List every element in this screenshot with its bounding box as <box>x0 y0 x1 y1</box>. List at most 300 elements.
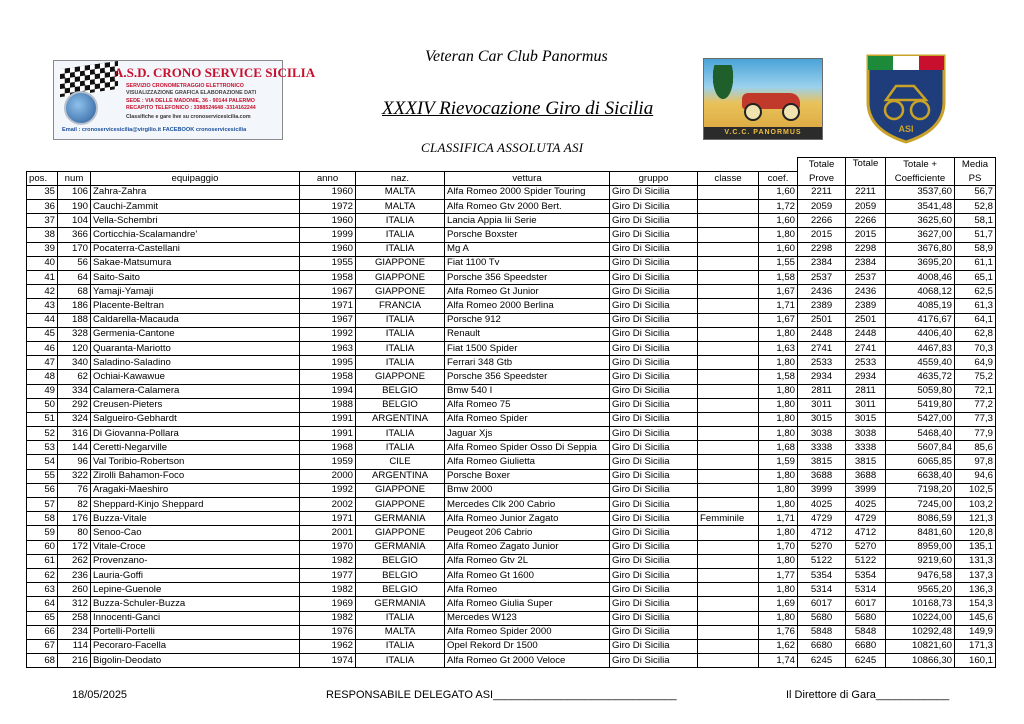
cell-totale: 3338 <box>846 441 886 455</box>
cell-crew: Caldarella-Macauda <box>91 313 300 327</box>
cell-num: 328 <box>58 327 91 341</box>
cell-class <box>698 384 759 398</box>
cell-crew: Cauchi-Zammit <box>91 200 300 214</box>
header-row-top <box>27 158 996 172</box>
cell-tot-coef: 3627,00 <box>886 228 955 242</box>
cell-car: Mg A <box>445 242 610 256</box>
cell-nation: ITALIA <box>356 654 445 668</box>
cell-nation: ITALIA <box>356 214 445 228</box>
cell-tot-prove: 5354 <box>798 568 846 582</box>
cell-year: 1967 <box>300 285 356 299</box>
cell-media: 77,2 <box>955 398 996 412</box>
cell-totale: 3999 <box>846 483 886 497</box>
cell-tot-prove: 2501 <box>798 313 846 327</box>
cell-pos: 37 <box>27 214 58 228</box>
table-row <box>27 313 996 327</box>
cell-class <box>698 441 759 455</box>
cell-tot-coef: 4467,83 <box>886 341 955 355</box>
cell-media: 135,1 <box>955 540 996 554</box>
cell-media: 75,2 <box>955 370 996 384</box>
cell-tot-coef: 5607,84 <box>886 441 955 455</box>
cell-tot-prove: 3011 <box>798 398 846 412</box>
cell-nation: ITALIA <box>356 228 445 242</box>
cell-nation: ITALIA <box>356 611 445 625</box>
cell-coef: 1,58 <box>759 370 798 384</box>
cell-crew: Creusen-Pieters <box>91 398 300 412</box>
cell-num: 106 <box>58 185 91 199</box>
cell-pos: 68 <box>27 654 58 668</box>
logo-title: A.S.D. CRONO SERVICE SICILIA <box>114 65 316 80</box>
cell-year: 1991 <box>300 427 356 441</box>
cell-pos: 55 <box>27 469 58 483</box>
stopwatch-icon <box>64 91 98 125</box>
cell-group: Giro Di Sicilia <box>610 427 698 441</box>
cell-group: Giro Di Sicilia <box>610 526 698 540</box>
cell-tot-coef: 5427,00 <box>886 412 955 426</box>
cell-nation: ITALIA <box>356 341 445 355</box>
cell-num: 236 <box>58 568 91 582</box>
cell-media: 61,1 <box>955 256 996 270</box>
cell-tot-prove: 3999 <box>798 483 846 497</box>
cell-nation: GIAPPONE <box>356 370 445 384</box>
cell-tot-coef: 10821,60 <box>886 639 955 653</box>
cell-class <box>698 568 759 582</box>
table-row <box>27 398 996 412</box>
table-row <box>27 299 996 313</box>
cell-tot-coef: 3625,60 <box>886 214 955 228</box>
cell-coef: 1,67 <box>759 285 798 299</box>
cell-nation: ITALIA <box>356 639 445 653</box>
vcc-logo-text: V.C.C. PANORMUS <box>704 127 822 139</box>
cell-media: 121,3 <box>955 512 996 526</box>
cell-crew: Vella-Schembri <box>91 214 300 228</box>
cell-media: 85,6 <box>955 441 996 455</box>
cell-tot-coef: 4176,67 <box>886 313 955 327</box>
cell-year: 1992 <box>300 483 356 497</box>
cell-pos: 36 <box>27 200 58 214</box>
cell-pos: 39 <box>27 242 58 256</box>
cell-nation: BELGIO <box>356 554 445 568</box>
cell-coef: 1,58 <box>759 271 798 285</box>
cell-coef: 1,59 <box>759 455 798 469</box>
cell-totale: 2389 <box>846 299 886 313</box>
cell-totale: 2384 <box>846 256 886 270</box>
cell-media: 94,6 <box>955 469 996 483</box>
cell-pos: 51 <box>27 412 58 426</box>
cell-media: 51,7 <box>955 228 996 242</box>
cell-media: 62,8 <box>955 327 996 341</box>
cell-totale: 2448 <box>846 327 886 341</box>
cell-tot-prove: 2811 <box>798 384 846 398</box>
cell-crew: Saito-Saito <box>91 271 300 285</box>
cell-media: 70,3 <box>955 341 996 355</box>
cell-tot-coef: 8481,60 <box>886 526 955 540</box>
cell-tot-prove: 3338 <box>798 441 846 455</box>
cell-crew: Di Giovanna-Pollara <box>91 427 300 441</box>
cell-car: Alfa Romeo 75 <box>445 398 610 412</box>
cell-class <box>698 200 759 214</box>
cell-tot-coef: 3695,20 <box>886 256 955 270</box>
cell-group: Giro Di Sicilia <box>610 242 698 256</box>
col-group: gruppo <box>610 171 698 185</box>
col-crew: equipaggio <box>91 171 300 185</box>
cell-car: Alfa Romeo Giulia Super <box>445 597 610 611</box>
cell-crew: Salgueiro-Gebhardt <box>91 412 300 426</box>
cell-media: 64,1 <box>955 313 996 327</box>
cell-year: 1982 <box>300 611 356 625</box>
cell-tot-prove: 2384 <box>798 256 846 270</box>
logo-line: Classifiche e gare live su cronoservicesicilia.com <box>126 114 251 120</box>
cell-crew: Senoo-Cao <box>91 526 300 540</box>
table-row <box>27 242 996 256</box>
cell-car: Alfa Romeo Spider Osso Di Seppia <box>445 441 610 455</box>
club-name: Veteran Car Club Panormus <box>425 48 608 65</box>
cell-year: 1982 <box>300 583 356 597</box>
cell-coef: 1,67 <box>759 313 798 327</box>
cell-nation: GIAPPONE <box>356 498 445 512</box>
cell-totale: 2934 <box>846 370 886 384</box>
cell-class <box>698 540 759 554</box>
cell-tot-coef: 6638,40 <box>886 469 955 483</box>
table-row <box>27 285 996 299</box>
cell-year: 2002 <box>300 498 356 512</box>
cell-num: 170 <box>58 242 91 256</box>
table-row <box>27 469 996 483</box>
classification-title: CLASSIFICA ASSOLUTA ASI <box>421 140 584 155</box>
cell-totale: 5122 <box>846 554 886 568</box>
cell-tot-coef: 4635,72 <box>886 370 955 384</box>
cell-year: 1971 <box>300 512 356 526</box>
cell-nation: GIAPPONE <box>356 256 445 270</box>
cell-car: Porsche Boxer <box>445 469 610 483</box>
logo-line: RECAPITO TELEFONICO : 3388524648 -3314162244 <box>126 105 256 111</box>
cell-tot-coef: 9476,58 <box>886 568 955 582</box>
cell-crew: Bigolin-Deodato <box>91 654 300 668</box>
cell-year: 1959 <box>300 455 356 469</box>
cell-tot-coef: 8959,00 <box>886 540 955 554</box>
table-row <box>27 200 996 214</box>
cell-tot-coef: 3541,48 <box>886 200 955 214</box>
logo-line: Email : cronoservicesicilia@virgilio.it FACEBOOK cronoservicesicilia <box>62 127 247 133</box>
cell-nation: BELGIO <box>356 398 445 412</box>
cell-tot-prove: 5848 <box>798 625 846 639</box>
cell-group: Giro Di Sicilia <box>610 299 698 313</box>
cell-nation: GIAPPONE <box>356 526 445 540</box>
cell-media: 102,5 <box>955 483 996 497</box>
col-tot-coef-top: Totale + <box>886 158 955 172</box>
cell-group: Giro Di Sicilia <box>610 625 698 639</box>
cell-year: 1969 <box>300 597 356 611</box>
cell-group: Giro Di Sicilia <box>610 583 698 597</box>
cell-nation: ITALIA <box>356 441 445 455</box>
cell-class <box>698 483 759 497</box>
cell-totale: 3011 <box>846 398 886 412</box>
cell-class <box>698 526 759 540</box>
cell-group: Giro Di Sicilia <box>610 398 698 412</box>
cell-crew: Pecoraro-Facella <box>91 639 300 653</box>
cell-crew: Lauria-Goffi <box>91 568 300 582</box>
cell-crew: Yamaji-Yamaji <box>91 285 300 299</box>
table-row <box>27 214 996 228</box>
cell-tot-prove: 6017 <box>798 597 846 611</box>
cell-coef: 1,69 <box>759 597 798 611</box>
cell-year: 2000 <box>300 469 356 483</box>
cell-num: 312 <box>58 597 91 611</box>
cell-class <box>698 370 759 384</box>
cell-group: Giro Di Sicilia <box>610 483 698 497</box>
cell-pos: 38 <box>27 228 58 242</box>
cell-coef: 1,80 <box>759 384 798 398</box>
vcc-panormus-logo <box>703 58 823 140</box>
cell-tot-prove: 2266 <box>798 214 846 228</box>
cell-pos: 59 <box>27 526 58 540</box>
table-row <box>27 384 996 398</box>
cell-media: 97,8 <box>955 455 996 469</box>
cell-year: 1960 <box>300 214 356 228</box>
cell-pos: 47 <box>27 356 58 370</box>
cell-coef: 1,68 <box>759 441 798 455</box>
cell-totale: 3015 <box>846 412 886 426</box>
cell-media: 136,3 <box>955 583 996 597</box>
table-row <box>27 625 996 639</box>
cell-group: Giro Di Sicilia <box>610 540 698 554</box>
cell-car: Opel Rekord Dr 1500 <box>445 639 610 653</box>
cell-tot-prove: 4712 <box>798 526 846 540</box>
cell-car: Alfa Romeo Gt Junior <box>445 285 610 299</box>
cell-group: Giro Di Sicilia <box>610 512 698 526</box>
cell-year: 1972 <box>300 200 356 214</box>
cell-tot-prove: 2298 <box>798 242 846 256</box>
cell-car: Alfa Romeo Spider <box>445 412 610 426</box>
cell-tot-prove: 2537 <box>798 271 846 285</box>
cell-num: 96 <box>58 455 91 469</box>
cell-pos: 65 <box>27 611 58 625</box>
cell-coef: 1,80 <box>759 427 798 441</box>
cell-car: Peugeot 206 Cabrio <box>445 526 610 540</box>
cell-class <box>698 427 759 441</box>
cell-media: 77,3 <box>955 412 996 426</box>
cell-coef: 1,72 <box>759 200 798 214</box>
cell-nation: MALTA <box>356 200 445 214</box>
cell-car: Porsche 356 Speedster <box>445 370 610 384</box>
classification-table <box>26 157 996 668</box>
cell-coef: 1,80 <box>759 327 798 341</box>
cell-nation: ARGENTINA <box>356 469 445 483</box>
cell-nation: ARGENTINA <box>356 412 445 426</box>
col-tot-prove-bot: Prove <box>798 171 846 185</box>
cell-group: Giro Di Sicilia <box>610 384 698 398</box>
table-row <box>27 455 996 469</box>
cell-totale: 2436 <box>846 285 886 299</box>
cell-media: 58,9 <box>955 242 996 256</box>
cell-class <box>698 242 759 256</box>
cell-year: 1974 <box>300 654 356 668</box>
cell-nation: CILE <box>356 455 445 469</box>
cell-tot-coef: 10168,73 <box>886 597 955 611</box>
cell-coef: 1,60 <box>759 185 798 199</box>
cell-crew: Lepine-Guenole <box>91 583 300 597</box>
cell-crew: Ceretti-Negarville <box>91 441 300 455</box>
cell-coef: 1,80 <box>759 554 798 568</box>
cell-crew: Corticchia-Scalamandre' <box>91 228 300 242</box>
cell-car: Alfa Romeo 2000 Spider Touring <box>445 185 610 199</box>
cell-nation: ITALIA <box>356 313 445 327</box>
cell-pos: 53 <box>27 441 58 455</box>
cell-car: Mercedes Clk 200 Cabrio <box>445 498 610 512</box>
cell-num: 120 <box>58 341 91 355</box>
cell-crew: Sheppard-Kinjo Sheppard <box>91 498 300 512</box>
cell-pos: 41 <box>27 271 58 285</box>
cell-totale: 2266 <box>846 214 886 228</box>
cell-totale: 6245 <box>846 654 886 668</box>
cell-tot-prove: 5270 <box>798 540 846 554</box>
cell-class <box>698 313 759 327</box>
cell-totale: 3038 <box>846 427 886 441</box>
cell-nation: GERMANIA <box>356 597 445 611</box>
cell-num: 324 <box>58 412 91 426</box>
cell-class <box>698 228 759 242</box>
col-media-top: Media <box>955 158 996 172</box>
cell-num: 188 <box>58 313 91 327</box>
cell-num: 104 <box>58 214 91 228</box>
cell-num: 56 <box>58 256 91 270</box>
table-row <box>27 639 996 653</box>
cell-totale: 4025 <box>846 498 886 512</box>
cell-num: 68 <box>58 285 91 299</box>
cell-num: 216 <box>58 654 91 668</box>
cell-car: Alfa Romeo <box>445 583 610 597</box>
cell-crew: Aragaki-Maeshiro <box>91 483 300 497</box>
cell-group: Giro Di Sicilia <box>610 597 698 611</box>
cell-media: 52,8 <box>955 200 996 214</box>
cell-tot-coef: 4085,19 <box>886 299 955 313</box>
cell-tot-coef: 4559,40 <box>886 356 955 370</box>
cell-car: Alfa Romeo Giulietta <box>445 455 610 469</box>
cell-class <box>698 327 759 341</box>
cell-tot-coef: 9565,20 <box>886 583 955 597</box>
cell-coef: 1,60 <box>759 242 798 256</box>
cell-car: Bmw 540 I <box>445 384 610 398</box>
cell-group: Giro Di Sicilia <box>610 554 698 568</box>
table-row <box>27 654 996 668</box>
event-title <box>382 98 653 120</box>
cell-pos: 43 <box>27 299 58 313</box>
cell-nation: GIAPPONE <box>356 285 445 299</box>
cell-pos: 66 <box>27 625 58 639</box>
cell-crew: Provenzano- <box>91 554 300 568</box>
cell-tot-prove: 2436 <box>798 285 846 299</box>
cell-pos: 48 <box>27 370 58 384</box>
cell-car: Alfa Romeo Zagato Junior <box>445 540 610 554</box>
cell-media: 137,3 <box>955 568 996 582</box>
cell-num: 176 <box>58 512 91 526</box>
cell-pos: 64 <box>27 597 58 611</box>
cell-class <box>698 583 759 597</box>
cell-tot-prove: 2448 <box>798 327 846 341</box>
cell-group: Giro Di Sicilia <box>610 455 698 469</box>
cell-year: 1960 <box>300 185 356 199</box>
cell-crew: Ochiai-Kawawue <box>91 370 300 384</box>
cell-tot-coef: 5468,40 <box>886 427 955 441</box>
cell-media: 171,3 <box>955 639 996 653</box>
checkered-flag-icon <box>60 61 118 97</box>
table-row <box>27 256 996 270</box>
cell-totale: 3688 <box>846 469 886 483</box>
cell-coef: 1,76 <box>759 625 798 639</box>
cell-coef: 1,63 <box>759 341 798 355</box>
cell-pos: 49 <box>27 384 58 398</box>
cell-num: 366 <box>58 228 91 242</box>
cell-class <box>698 611 759 625</box>
cell-tot-coef: 3676,80 <box>886 242 955 256</box>
cell-car: Fiat 1100 Tv <box>445 256 610 270</box>
cell-year: 1962 <box>300 639 356 653</box>
cell-crew: Germenia-Cantone <box>91 327 300 341</box>
cell-tot-prove: 2389 <box>798 299 846 313</box>
cell-tot-prove: 2015 <box>798 228 846 242</box>
cell-coef: 1,80 <box>759 583 798 597</box>
cell-num: 340 <box>58 356 91 370</box>
cell-tot-coef: 4406,40 <box>886 327 955 341</box>
footer-director: Il Direttore di Gara____________ <box>786 689 950 701</box>
cell-class <box>698 498 759 512</box>
table-row <box>27 540 996 554</box>
cell-tot-coef: 10292,48 <box>886 625 955 639</box>
cell-group: Giro Di Sicilia <box>610 441 698 455</box>
cell-year: 1970 <box>300 540 356 554</box>
cell-tot-prove: 4729 <box>798 512 846 526</box>
cell-tot-prove: 6680 <box>798 639 846 653</box>
cell-year: 1968 <box>300 441 356 455</box>
cell-nation: GIAPPONE <box>356 271 445 285</box>
cell-tot-prove: 3038 <box>798 427 846 441</box>
table-row <box>27 568 996 582</box>
table-row <box>27 412 996 426</box>
cell-car: Ferrari 348 Gtb <box>445 356 610 370</box>
cell-tot-prove: 5314 <box>798 583 846 597</box>
cell-media: 103,2 <box>955 498 996 512</box>
cell-media: 120,8 <box>955 526 996 540</box>
table-row <box>27 356 996 370</box>
cell-num: 292 <box>58 398 91 412</box>
cell-car: Porsche Boxster <box>445 228 610 242</box>
col-media-bot: PS <box>955 171 996 185</box>
wheel-icon <box>782 103 800 121</box>
cell-coef: 1,60 <box>759 214 798 228</box>
cell-crew: Sakae-Matsumura <box>91 256 300 270</box>
cell-tot-prove: 3815 <box>798 455 846 469</box>
cell-car: Porsche 912 <box>445 313 610 327</box>
cell-num: 80 <box>58 526 91 540</box>
cell-tot-prove: 2059 <box>798 200 846 214</box>
cell-year: 1999 <box>300 228 356 242</box>
cell-class <box>698 214 759 228</box>
cell-num: 144 <box>58 441 91 455</box>
cell-year: 1991 <box>300 412 356 426</box>
cell-tot-coef: 8086,59 <box>886 512 955 526</box>
cell-totale: 3815 <box>846 455 886 469</box>
cell-coef: 1,80 <box>759 228 798 242</box>
asi-shield-logo <box>864 52 948 144</box>
cell-car: Jaguar Xjs <box>445 427 610 441</box>
cell-crew: Calamera-Calamera <box>91 384 300 398</box>
cell-year: 1995 <box>300 356 356 370</box>
footer-responsible: RESPONSABILE DELEGATO ASI______________________________ <box>326 689 677 701</box>
cell-nation: ITALIA <box>356 327 445 341</box>
cell-pos: 61 <box>27 554 58 568</box>
cell-tot-coef: 10866,30 <box>886 654 955 668</box>
cell-group: Giro Di Sicilia <box>610 228 698 242</box>
